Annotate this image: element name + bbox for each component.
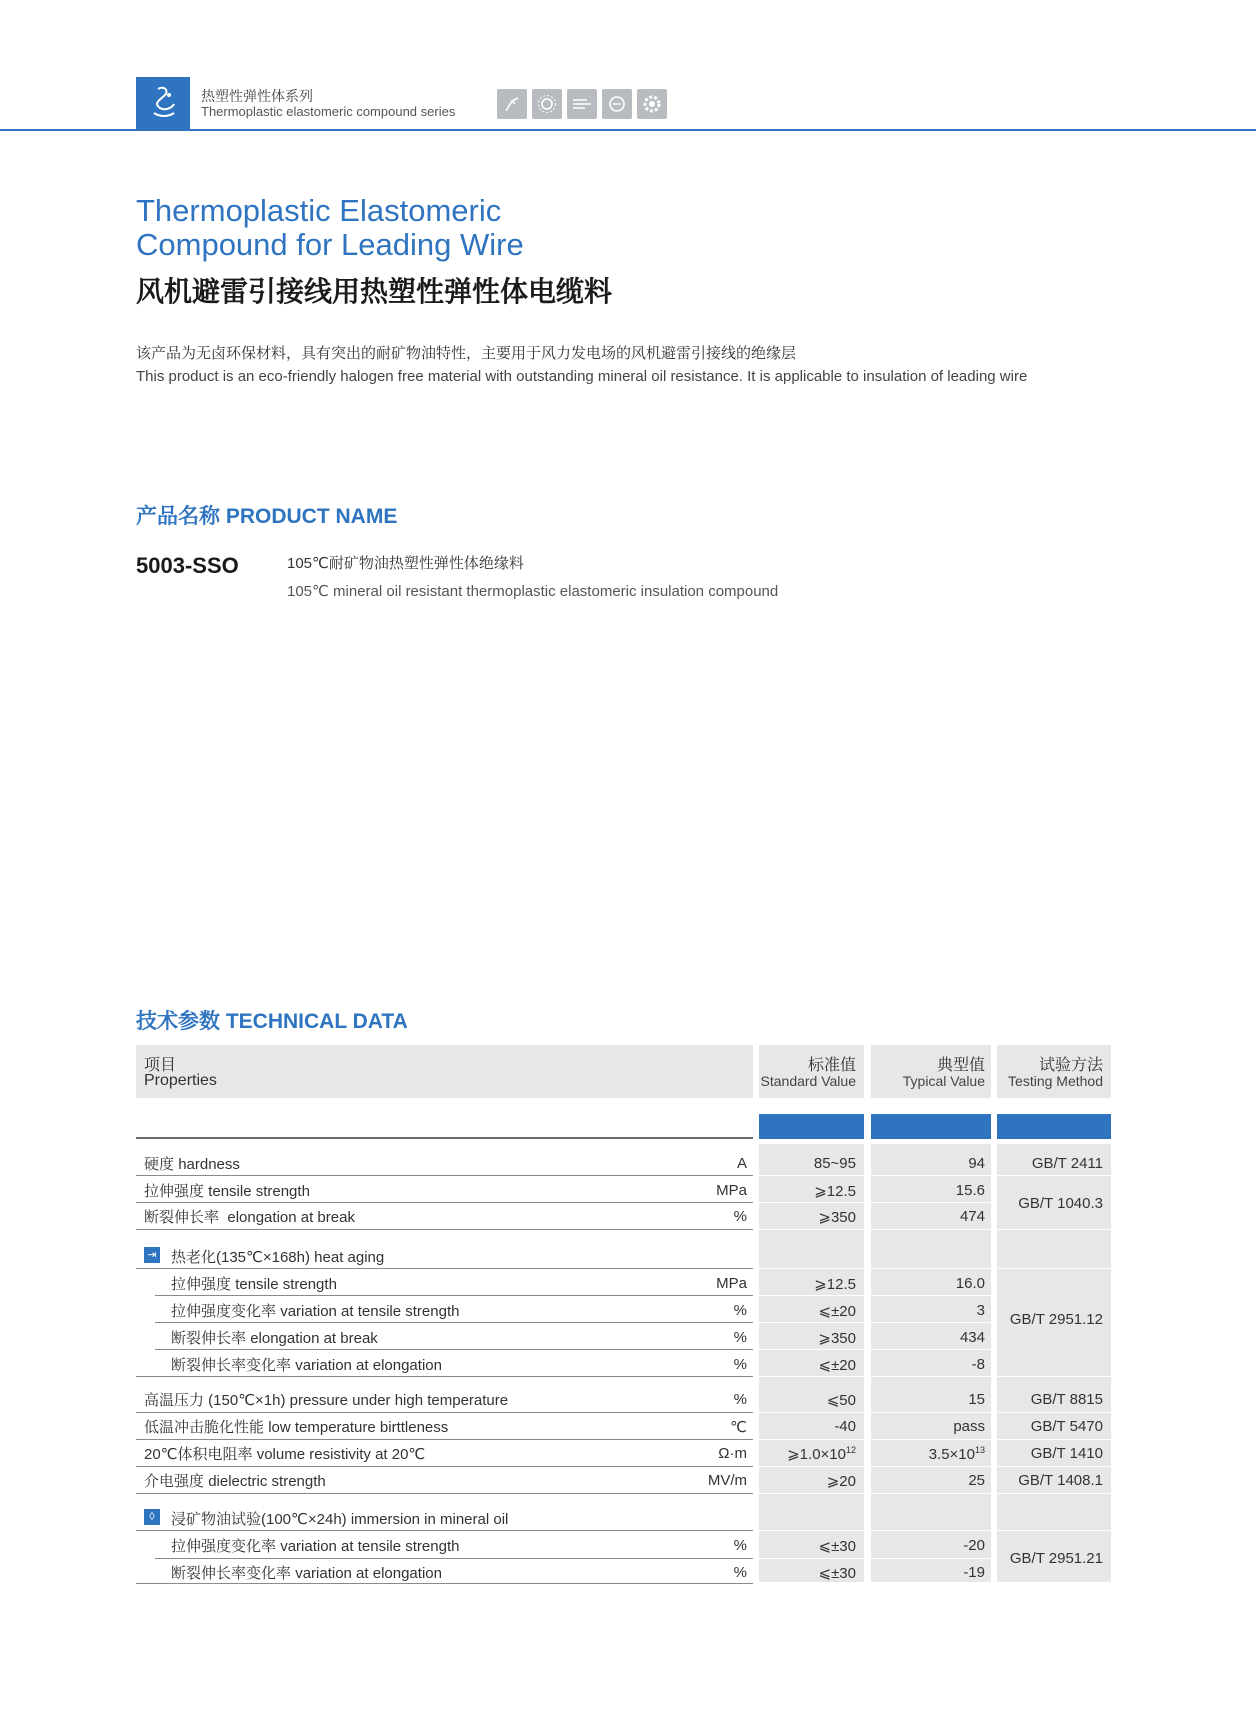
row-pressure-label: 高温压力 (150℃×1h) pressure under high temperature bbox=[144, 1392, 509, 1409]
row-tensile-unit: MPa bbox=[716, 1182, 747, 1199]
row-hardness-typ: 94 bbox=[968, 1155, 985, 1172]
row-elongation-unit: % bbox=[733, 1208, 747, 1225]
divider bbox=[759, 1229, 1111, 1230]
col-bar-typical bbox=[871, 1114, 991, 1139]
row-aging-test: GB/T 2951.12 bbox=[1009, 1311, 1103, 1328]
row-resistivity-unit: Ω·m bbox=[718, 1445, 747, 1462]
row-oil-var-tensile-label: 拉伸强度变化率 variation at tensile strength bbox=[171, 1538, 460, 1555]
row-resistivity-test: GB/T 1410 bbox=[1030, 1445, 1103, 1462]
oil-drop-icon: ◊ bbox=[144, 1509, 160, 1525]
divider bbox=[155, 1349, 753, 1350]
row-aging-var-elong-typ: -8 bbox=[971, 1356, 985, 1373]
arrow-right-icon: ⇥ bbox=[144, 1247, 160, 1263]
row-aging-var-tensile-std: ⩽±20 bbox=[818, 1303, 856, 1320]
header-standard-cn: 标准值 bbox=[807, 1057, 856, 1074]
divider bbox=[136, 1493, 753, 1494]
row-oil-var-tensile-typ: -20 bbox=[963, 1537, 985, 1554]
row-oil-var-elong-typ: -19 bbox=[963, 1564, 985, 1581]
header-method-cn: 试验方法 bbox=[1038, 1057, 1103, 1074]
divider bbox=[759, 1322, 991, 1323]
row-elongation-label: 断裂伸长率 elongation at break bbox=[144, 1209, 355, 1226]
series-logo bbox=[136, 77, 190, 129]
wire-figure-icon bbox=[136, 77, 190, 129]
page-title-cn: 风机避雷引接线用热塑性弹性体电缆料 bbox=[136, 276, 613, 307]
row-oil-heading: 浸矿物油试验(100℃×24h) immersion in mineral oil bbox=[171, 1511, 509, 1528]
row-aging-elong-typ: 434 bbox=[959, 1329, 985, 1346]
row-brittleness-typ: pass bbox=[953, 1418, 985, 1435]
row-hardness-test: GB/T 2411 bbox=[1031, 1155, 1103, 1172]
divider bbox=[759, 1530, 1111, 1531]
product-name-cn: 105℃耐矿物油热塑性弹性体绝缘料 bbox=[287, 555, 524, 572]
product-name-en: 105℃ mineral oil resistant thermoplastic elastomeric insulation compound bbox=[287, 583, 779, 600]
divider bbox=[155, 1295, 753, 1296]
row-aging-var-tensile-unit: % bbox=[733, 1302, 747, 1319]
divider bbox=[136, 1439, 753, 1440]
row-aging-tensile-typ: 16.0 bbox=[955, 1275, 985, 1292]
divider bbox=[759, 1439, 1111, 1440]
header-properties-en: Properties bbox=[144, 1072, 217, 1089]
description-en: This product is an eco-friendly halogen free material with outstanding mineral oil resistance. It is applicable to insulation of leading wire bbox=[136, 368, 1028, 385]
divider bbox=[759, 1295, 991, 1296]
row-aging-var-elong-unit: % bbox=[733, 1356, 747, 1373]
row-elongation-std: ⩾350 bbox=[818, 1209, 856, 1226]
row-dielectric-std: ⩾20 bbox=[826, 1473, 856, 1490]
divider bbox=[136, 1202, 753, 1203]
series-title-cn: 热塑性弹性体系列 bbox=[201, 88, 313, 104]
technical-data-heading: 技术参数 TECHNICAL DATA bbox=[136, 1010, 408, 1033]
row-aging-var-tensile-label: 拉伸强度变化率 variation at tensile strength bbox=[171, 1303, 460, 1320]
divider bbox=[136, 1268, 753, 1269]
divider bbox=[155, 1558, 753, 1559]
description-cn: 该产品为无卤环保材料，具有突出的耐矿物油特性，主要用于风力发电场的风机避雷引接线的绝缘层 bbox=[136, 345, 797, 362]
row-brittleness-unit: ℃ bbox=[730, 1419, 747, 1436]
row-hardness-label: 硬度 hardness bbox=[144, 1156, 240, 1173]
row-oil-var-elong-label: 断裂伸长率变化率 variation at elongation bbox=[171, 1565, 442, 1582]
row-dielectric-typ: 25 bbox=[968, 1472, 985, 1489]
divider bbox=[136, 1412, 753, 1413]
row-oil-var-tensile-std: ⩽±30 bbox=[818, 1538, 856, 1555]
divider bbox=[759, 1558, 991, 1559]
row-pressure-typ: 15 bbox=[968, 1391, 985, 1408]
header-typical-cn: 典型值 bbox=[936, 1057, 985, 1074]
row-aging-elong-unit: % bbox=[733, 1329, 747, 1346]
row-resistivity-typ: $3.5\times 10^{13}$ bbox=[928, 1445, 985, 1463]
divider bbox=[136, 1229, 753, 1230]
table-header-properties-bg bbox=[136, 1045, 753, 1098]
row-brittleness-std: -40 bbox=[834, 1418, 856, 1435]
row-aging-var-elong-std: ⩽±20 bbox=[818, 1357, 856, 1374]
divider bbox=[136, 1376, 753, 1377]
row-hardness-unit: A bbox=[736, 1155, 747, 1172]
gear-icon bbox=[637, 89, 667, 119]
row-pressure-test: GB/T 8815 bbox=[1030, 1391, 1103, 1408]
divider bbox=[136, 1583, 753, 1584]
header-method-en: Testing Method bbox=[1008, 1073, 1103, 1089]
col-bar-method bbox=[997, 1114, 1111, 1139]
divider bbox=[759, 1493, 1111, 1494]
divider bbox=[759, 1349, 991, 1350]
row-aging-tensile-label: 拉伸强度 tensile strength bbox=[171, 1276, 337, 1293]
header-rule bbox=[0, 129, 1256, 131]
title-line-1: Thermoplastic Elastomeric bbox=[136, 193, 502, 228]
row-oil-var-elong-std: ⩽±30 bbox=[818, 1565, 856, 1582]
cog-icon bbox=[532, 89, 562, 119]
page-title-en bbox=[136, 194, 524, 262]
row-dielectric-label: 介电强度 dielectric strength bbox=[144, 1473, 326, 1490]
gun-icon bbox=[497, 89, 527, 119]
row-hardness-std: 85~95 bbox=[813, 1155, 856, 1172]
row-pressure-std: ⩽50 bbox=[826, 1392, 856, 1409]
header-properties-cn: 项目 bbox=[144, 1057, 177, 1074]
wind-icon bbox=[567, 89, 597, 119]
divider bbox=[155, 1322, 753, 1323]
divider bbox=[759, 1202, 991, 1203]
row-oil-test: GB/T 2951.21 bbox=[1009, 1550, 1103, 1567]
row-pressure-unit: % bbox=[733, 1391, 747, 1408]
divider bbox=[136, 1466, 753, 1467]
divider bbox=[759, 1466, 1111, 1467]
row-brittleness-label: 低温冲击脆化性能 low temperature birttleness bbox=[144, 1419, 449, 1436]
row-aging-elong-std: ⩾350 bbox=[818, 1330, 856, 1347]
divider bbox=[759, 1376, 1111, 1377]
divider bbox=[759, 1412, 1111, 1413]
row-oil-var-tensile-unit: % bbox=[733, 1537, 747, 1554]
circle-icon bbox=[602, 89, 632, 119]
row-aging-var-elong-label: 断裂伸长率变化率 variation at elongation bbox=[171, 1357, 442, 1374]
row-aging-var-tensile-typ: 3 bbox=[976, 1302, 985, 1319]
row-heat-aging-heading: 热老化(135℃×168h) heat aging bbox=[171, 1249, 385, 1266]
row-elongation-typ: 474 bbox=[959, 1208, 985, 1225]
row-oil-var-elong-unit: % bbox=[733, 1564, 747, 1581]
row-aging-elong-label: 断裂伸长率 elongation at break bbox=[171, 1330, 378, 1347]
product-code: 5003-SSO bbox=[136, 553, 239, 578]
col-bar-standard bbox=[759, 1114, 864, 1139]
title-line-2: Compound for Leading Wire bbox=[136, 227, 524, 262]
header-typical-en: Typical Value bbox=[902, 1073, 985, 1089]
row-tensile-label: 拉伸强度 tensile strength bbox=[144, 1183, 310, 1200]
header-bottom-rule bbox=[136, 1137, 753, 1139]
divider bbox=[136, 1175, 753, 1176]
divider bbox=[759, 1268, 1111, 1269]
row-aging-tensile-unit: MPa bbox=[716, 1275, 747, 1292]
row-tensile-std: ⩾12.5 bbox=[814, 1183, 856, 1200]
divider bbox=[759, 1175, 1111, 1176]
row-resistivity-label: 20℃体积电阻率 volume resistivity at 20℃ bbox=[144, 1446, 426, 1463]
divider bbox=[136, 1530, 753, 1531]
row-brittleness-test: GB/T 5470 bbox=[1030, 1418, 1103, 1435]
row-resistivity-std: $⩾1.0\times 10^{12}$ bbox=[787, 1445, 856, 1463]
row-tensile-typ: 15.6 bbox=[955, 1182, 985, 1199]
row-aging-tensile-std: ⩾12.5 bbox=[814, 1276, 856, 1293]
row-dielectric-test: GB/T 1408.1 bbox=[1018, 1472, 1103, 1489]
product-name-heading: 产品名称 PRODUCT NAME bbox=[136, 505, 398, 528]
row-dielectric-unit: MV/m bbox=[707, 1472, 747, 1489]
header-standard-en: Standard Value bbox=[760, 1073, 856, 1089]
row-tensile-elong-test: GB/T 1040.3 bbox=[1018, 1195, 1103, 1212]
series-title-en: Thermoplastic elastomeric compound series bbox=[201, 104, 456, 119]
